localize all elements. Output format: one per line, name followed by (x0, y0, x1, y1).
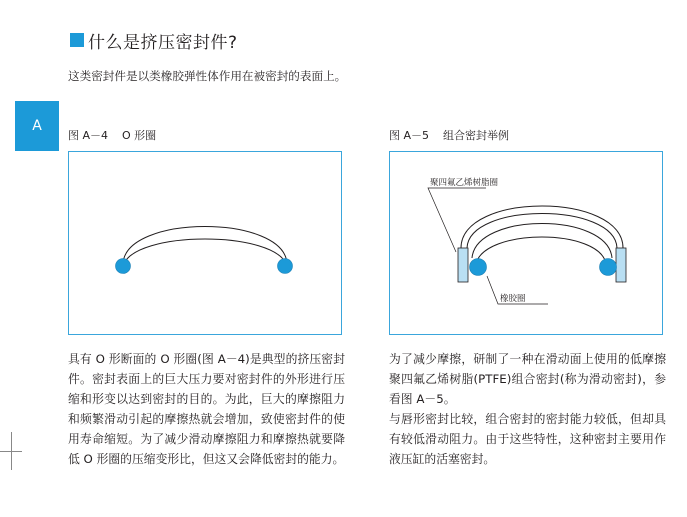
ptfe-label: 聚四氟乙烯树脂圈 (430, 178, 499, 188)
body-right-text (389, 349, 666, 469)
rubber-section-left (470, 259, 487, 276)
o-ring-section-right (278, 259, 293, 274)
o-ring-outer-arc (123, 227, 287, 265)
ptfe-ring-outer-arc (461, 206, 623, 248)
figure-a5-frame (389, 151, 663, 335)
body-left-paragraph: 具有 O 形断面的 O 形圈(图 A－4)是典型的挤压密封件。密封表面上的巨大压力要对密封件的外形进行压缩和形变以达到密封的目的。为此，巨大的摩擦阻力和频繁滑动引起的摩擦热就会增加，致使密封件的使用寿命缩短。为了减少滑动摩擦阻力和摩擦热就要降低 O 形圈的压缩变形比，但这又会降低密封的能力。 (68, 352, 345, 466)
ptfe-section-right (616, 248, 626, 282)
crop-mark-horizontal (0, 451, 22, 452)
title-text: 什么是挤压密封件? (88, 32, 238, 53)
rubber-ring-inner-arc (476, 237, 606, 264)
combined-seal-diagram (390, 152, 664, 336)
body-right-paragraph-1: 为了减少摩擦，研制了一种在滑动面上使用的低摩擦聚四氟乙烯树脂(PTFE)组合密封(称为滑动密封)，参看图 A－5。 (389, 352, 666, 406)
ptfe-ring-mid-arc (467, 214, 617, 249)
o-ring-diagram (69, 152, 343, 336)
section-tab: A (15, 101, 59, 151)
figure-a4-caption: 图 A－4 O 形圈 (68, 129, 157, 142)
figure-a4-frame (68, 151, 342, 335)
figure-a5-caption: 图 A－5 组合密封举例 (389, 129, 510, 142)
o-ring-section-left (116, 259, 131, 274)
ptfe-section-left (458, 248, 468, 282)
rubber-label: 橡胶圈 (500, 294, 526, 304)
body-right-paragraph-2: 与唇形密封比较，组合密封的密封能力较低，但却具有较低滑动阻力。由于这些特性，这种密封主要用作液压缸的活塞密封。 (389, 412, 666, 466)
rubber-ring-outer-arc (472, 224, 612, 259)
page-title (70, 29, 238, 51)
rubber-section-right (600, 259, 617, 276)
title-square-icon (70, 33, 84, 47)
intro-paragraph: 这类密封件是以类橡胶弹性体作用在被密封的表面上。 (68, 69, 347, 83)
o-ring-inner-arc (123, 239, 287, 266)
ptfe-leader-line (428, 188, 486, 252)
